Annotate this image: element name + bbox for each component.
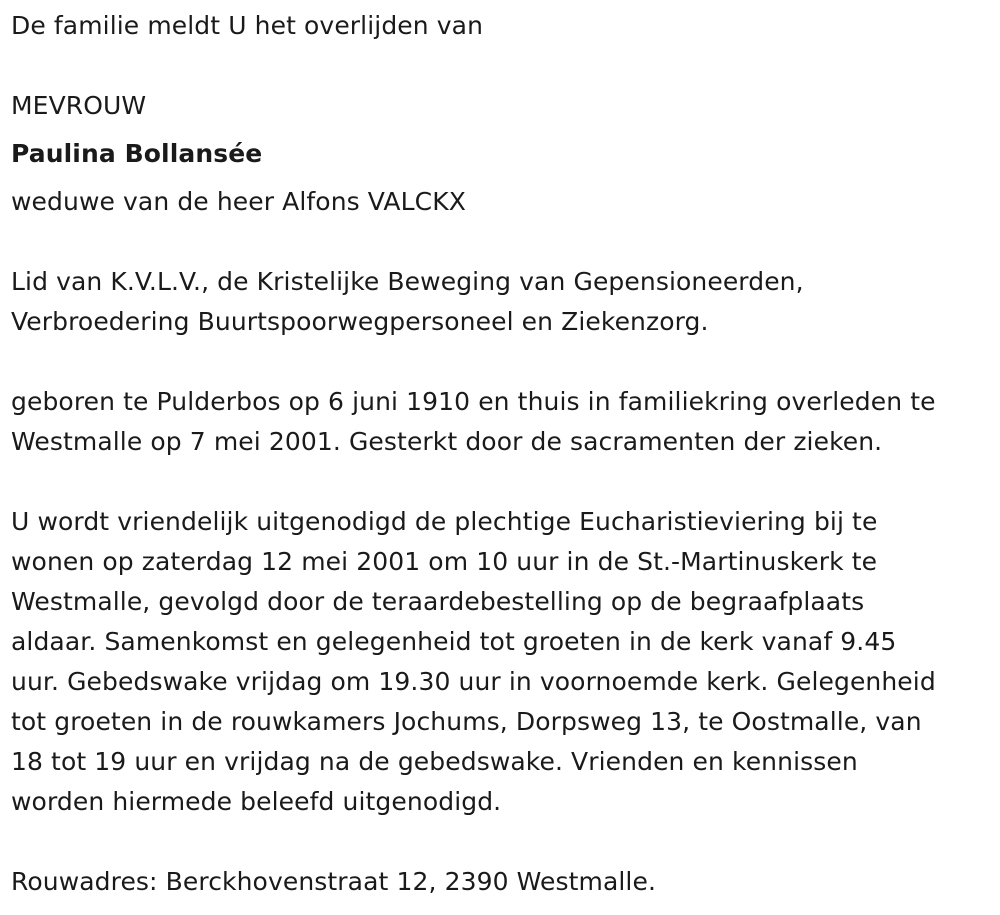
mourning-address: Rouwadres: Berckhovenstraat 12, 2390 Westmalle. — [11, 867, 656, 896]
ceremony-paragraph — [11, 502, 991, 822]
ceremony-line: wonen op zaterdag 12 mei 2001 om 10 uur in de St.-Martinuskerk te — [11, 547, 878, 576]
ceremony-line: U wordt vriendelijk uitgenodigd de plechtige Eucharistieviering bij te — [11, 507, 878, 536]
membership-paragraph — [11, 262, 991, 342]
ceremony-line: tot groeten in de rouwkamers Jochums, Dorpsweg 13, te Oostmalle, van — [11, 707, 922, 736]
ceremony-line: Westmalle, gevolgd door de teraardebestelling op de begraafplaats — [11, 587, 865, 616]
birth-death-line: Westmalle op 7 mei 2001. Gesterkt door de sacramenten der zieken. — [11, 427, 883, 456]
obituary-notice — [11, 0, 991, 902]
ceremony-line: 18 tot 19 uur en vrijdag na de gebedswake. Vrienden en kennissen — [11, 747, 858, 776]
ceremony-line: aldaar. Samenkomst en gelegenheid tot groeten in de kerk vanaf 9.45 — [11, 627, 897, 656]
deceased-name: Paulina Bollansée — [11, 139, 263, 168]
intro-text: De familie meldt U het overlijden van — [11, 11, 484, 40]
widow-of-text: weduwe van de heer Alfons VALCKX — [11, 187, 466, 216]
membership-line: Verbroedering Buurtspoorwegpersoneel en Ziekenzorg. — [11, 307, 709, 336]
ceremony-line: worden hiermede beleefd uitgenodigd. — [11, 787, 502, 816]
membership-line: Lid van K.V.L.V., de Kristelijke Beweging van Gepensioneerden, — [11, 267, 804, 296]
birth-death-line: geboren te Pulderbos op 6 juni 1910 en thuis in familiekring overleden te — [11, 387, 936, 416]
birth-death-paragraph — [11, 382, 991, 462]
salutation: MEVROUW — [11, 91, 147, 120]
ceremony-line: uur. Gebedswake vrijdag om 19.30 uur in voornoemde kerk. Gelegenheid — [11, 667, 936, 696]
